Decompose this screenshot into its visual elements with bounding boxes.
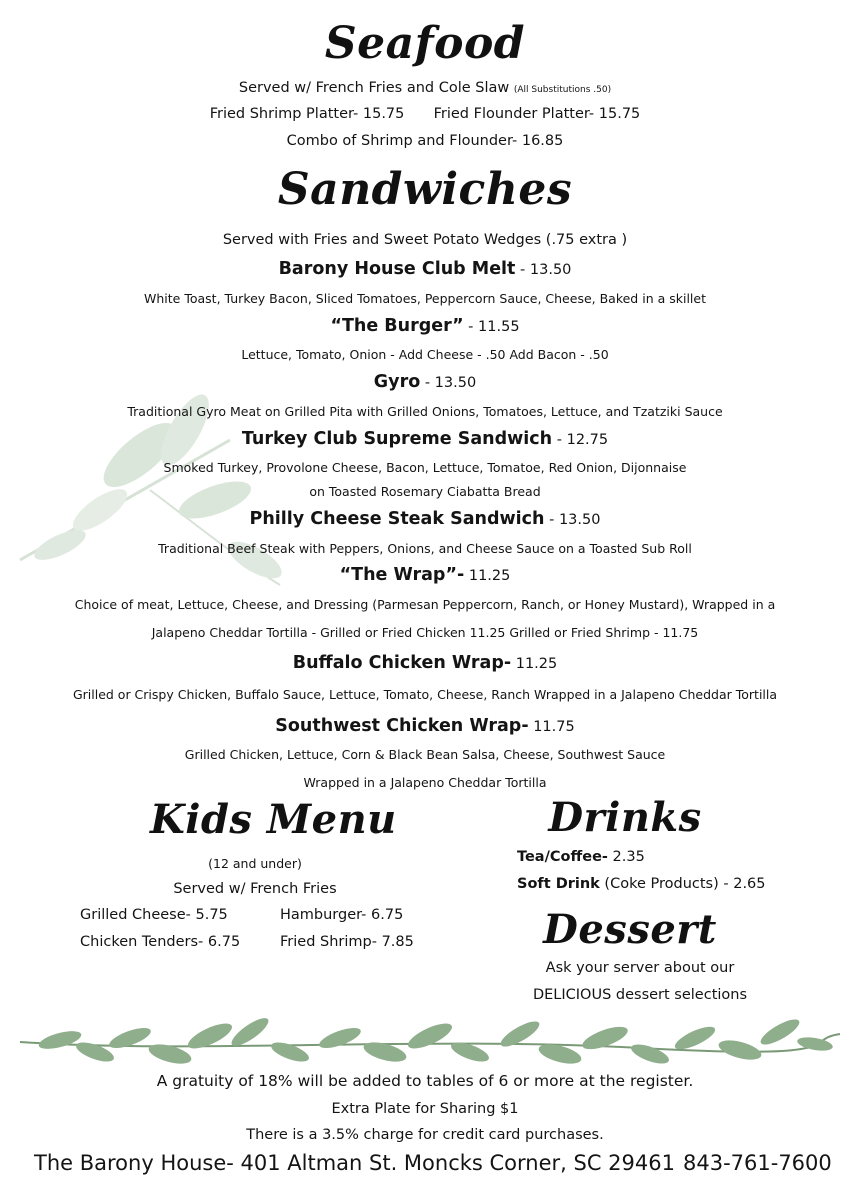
sandwiches-served: Served with Fries and Sweet Potato Wedges (.75 extra ) [222, 232, 628, 248]
drink-soft-label: Soft Drink [517, 876, 600, 892]
sandwich-price: - 11.55 [463, 319, 520, 335]
sandwich-desc: Choice of meat, Lettuce, Cheese, and Dressing (Parmesan Peppercorn, Ranch, or Honey Mustard), Wrapped in a [74, 597, 776, 612]
seafood-heading: Seafood [324, 18, 526, 69]
sandwich-name: “The Wrap”- [339, 565, 465, 585]
drink-tea [517, 849, 645, 865]
sandwich-item-name-line [0, 509, 850, 529]
kids-tenders: Chicken Tenders- 6.75 [80, 934, 241, 950]
leaf-garland-icon [0, 1012, 850, 1072]
sandwich-name: Buffalo Chicken Wrap- [292, 653, 512, 673]
sandwich-name: Philly Cheese Steak Sandwich [249, 509, 545, 529]
extra-plate-note: Extra Plate for Sharing $1 [331, 1101, 519, 1117]
seafood-platters [0, 106, 850, 122]
sandwich-desc: Lettuce, Tomato, Onion - Add Cheese - .50 Add Bacon - .50 [241, 347, 609, 362]
kids-grilled-cheese: Grilled Cheese- 5.75 [80, 907, 228, 923]
drink-tea-label: Tea/Coffee- [517, 849, 608, 865]
sandwich-item-name-line [0, 716, 850, 736]
kids-heading: Kids Menu [150, 796, 397, 843]
sandwich-item-name-line [0, 372, 850, 392]
sandwich-desc: Grilled Chicken, Lettuce, Corn & Black Bean Salsa, Cheese, Southwest Sauce [184, 747, 666, 762]
sandwich-desc: Jalapeno Cheddar Tortilla - Grilled or Fried Chicken 11.25 Grilled or Fried Shrimp - 11.75 [151, 625, 699, 640]
sandwich-price: - 13.50 [544, 512, 601, 528]
drink-soft-rest: (Coke Products) - 2.65 [599, 876, 766, 892]
sandwich-name: Gyro [373, 372, 421, 392]
sandwich-item-name-line [0, 429, 850, 449]
sandwich-price: 11.75 [528, 719, 575, 735]
kids-served: Served w/ French Fries [173, 881, 337, 897]
sandwich-price: - 13.50 [420, 375, 477, 391]
sandwich-price: - 13.50 [515, 262, 572, 278]
restaurant-address: The Barony House- 401 Altman St. Moncks Corner, SC 29461 [34, 1151, 675, 1175]
sandwiches-heading: Sandwiches [277, 164, 573, 215]
sandwich-desc: Traditional Beef Steak with Peppers, Onions, and Cheese Sauce on a Toasted Sub Roll [158, 541, 692, 556]
sandwich-desc: Traditional Gyro Meat on Grilled Pita with Grilled Onions, Tomatoes, Lettuce, and Tzatziki Sauce [127, 404, 723, 419]
sandwich-price: - 12.75 [552, 432, 609, 448]
sandwich-item-name-line [0, 565, 850, 585]
sandwich-desc: Wrapped in a Jalapeno Cheddar Tortilla [303, 775, 547, 790]
sandwich-desc: White Toast, Turkey Bacon, Sliced Tomatoes, Peppercorn Sauce, Cheese, Baked in a skillet [144, 291, 706, 306]
kids-hamburger: Hamburger- 6.75 [280, 907, 404, 923]
sandwich-name: Southwest Chicken Wrap- [275, 716, 529, 736]
dessert-line2: DELICIOUS dessert selections [532, 987, 748, 1003]
sandwich-item-name-line [0, 653, 850, 673]
credit-card-note: There is a 3.5% charge for credit card purchases. [246, 1127, 604, 1143]
kids-fried-shrimp: Fried Shrimp- 7.85 [280, 934, 414, 950]
drink-soft [517, 876, 766, 892]
kids-age: (12 and under) [208, 856, 302, 871]
restaurant-phone: 843-761-7600 [683, 1151, 832, 1175]
dessert-line1: Ask your server about our [545, 960, 735, 976]
gratuity-note: A gratuity of 18% will be added to tables of 6 or more at the register. [156, 1072, 694, 1090]
sandwich-item-name-line [0, 316, 850, 336]
shrimp-platter: Fried Shrimp Platter- 15.75 [209, 106, 405, 122]
sandwich-name: “The Burger” [330, 316, 464, 336]
seafood-combo: Combo of Shrimp and Flounder- 16.85 [286, 133, 564, 149]
sandwich-desc: on Toasted Rosemary Ciabatta Bread [309, 484, 541, 499]
sandwich-desc: Grilled or Crispy Chicken, Buffalo Sauce, Lettuce, Tomato, Cheese, Ranch Wrapped in a Jalapeno Cheddar Tortilla [72, 687, 778, 702]
drinks-heading: Drinks [548, 794, 702, 841]
flounder-platter: Fried Flounder Platter- 15.75 [433, 106, 641, 122]
sandwich-price: 11.25 [511, 656, 558, 672]
sandwich-desc: Smoked Turkey, Provolone Cheese, Bacon, Lettuce, Tomatoe, Red Onion, Dijonnaise [163, 460, 687, 475]
sandwich-price: 11.25 [464, 568, 511, 584]
seafood-substitutions: (All Substitutions .50) [513, 85, 612, 95]
seafood-served [0, 80, 850, 96]
drink-tea-price: 2.35 [607, 849, 645, 865]
sandwich-item-name-line [0, 259, 850, 279]
sandwich-name: Barony House Club Melt [278, 259, 516, 279]
dessert-heading: Dessert [543, 906, 717, 953]
sandwich-name: Turkey Club Supreme Sandwich [241, 429, 553, 449]
seafood-served-text: Served w/ French Fries and Cole Slaw [238, 80, 510, 96]
